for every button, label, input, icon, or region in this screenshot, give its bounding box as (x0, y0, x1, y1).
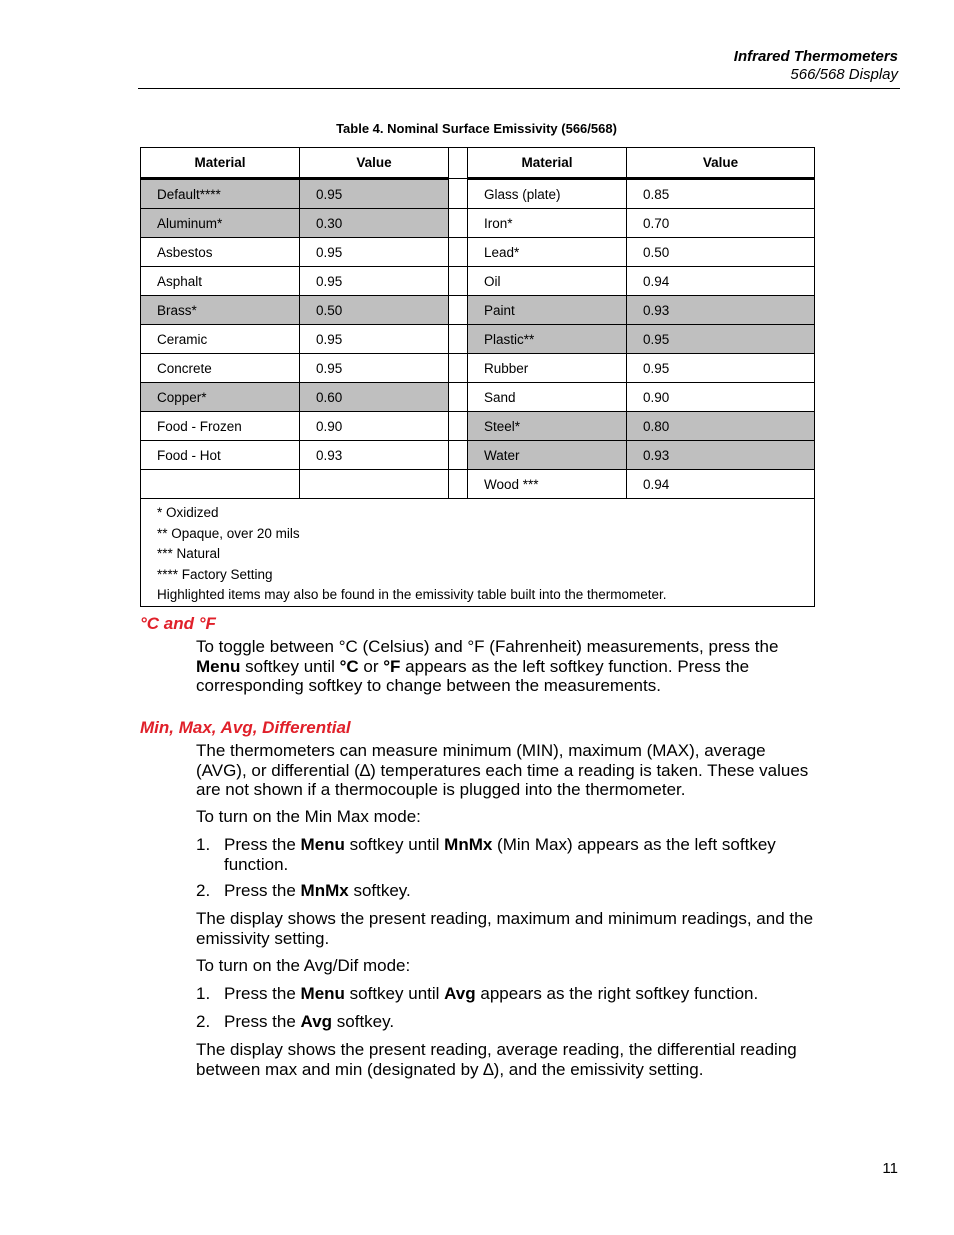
footnote: *** Natural (157, 546, 221, 561)
text-run: appears as the right softkey function. (475, 984, 759, 1003)
emissivity-table (140, 147, 815, 607)
step-text (224, 1012, 816, 1032)
gap-cell (449, 296, 468, 325)
table-row (141, 383, 815, 412)
material-cell: Paint (468, 296, 627, 325)
table-row (141, 441, 815, 470)
material-cell: Brass* (141, 296, 300, 325)
col-header-value-right: Value (627, 148, 815, 179)
value-cell: 0.30 (300, 209, 449, 238)
table-row (141, 238, 815, 267)
step-number: 1. (196, 984, 211, 1003)
material-cell: Water (468, 441, 627, 470)
mnmx-key: MnMx (444, 835, 493, 854)
text-run: softkey until (344, 984, 445, 1003)
header-rule (138, 88, 900, 89)
col-header-material-right: Material (468, 148, 627, 179)
gap-cell (449, 383, 468, 412)
value-cell: 0.95 (300, 325, 449, 354)
menu-key: Menu (300, 984, 345, 1003)
value-cell: 0.60 (300, 383, 449, 412)
gap-cell (449, 412, 468, 441)
footnote: ** Opaque, over 20 mils (157, 525, 300, 541)
value-cell: 0.95 (300, 267, 449, 296)
step-text (224, 881, 816, 901)
value-cell: 0.95 (627, 354, 815, 383)
material-cell: Oil (468, 267, 627, 296)
text-run: Press the (224, 984, 301, 1003)
text-run: To toggle between °C (Celsius) and °F (Fahrenheit) measurements, press the (196, 637, 779, 656)
gap-cell (449, 179, 468, 209)
text-run: Press the (224, 881, 301, 900)
table-row (141, 470, 815, 499)
value-cell: 0.85 (627, 179, 815, 209)
header-subtitle: 566/568 Display (790, 66, 898, 83)
material-cell: Food - Frozen (141, 412, 300, 441)
value-cell: 0.94 (627, 267, 815, 296)
material-cell: Asbestos (141, 238, 300, 267)
fahrenheit-key: °F (383, 656, 401, 676)
avg-key: Avg (444, 984, 476, 1003)
gap-cell (449, 325, 468, 354)
notes-row (141, 499, 815, 607)
material-cell: Copper* (141, 383, 300, 412)
table-notes (141, 499, 815, 607)
gap-cell (449, 441, 468, 470)
minmax-lead: To turn on the Min Max mode: (196, 807, 421, 826)
gap-cell (449, 267, 468, 296)
material-cell: Default**** (141, 179, 300, 209)
material-cell: Aluminum* (141, 209, 300, 238)
minmax-result: The display shows the present reading, maximum and minimum readings, and the emissivity setting. (196, 909, 814, 948)
col-header-material-left: Material (141, 148, 300, 179)
gap-cell (449, 209, 468, 238)
table-row (141, 209, 815, 238)
table-row (141, 267, 815, 296)
value-cell: 0.94 (627, 470, 815, 499)
material-cell: Asphalt (141, 267, 300, 296)
material-cell: Wood *** (468, 470, 627, 499)
col-gap (449, 148, 468, 179)
mnmx-key: MnMx (300, 881, 349, 900)
gap-cell (449, 354, 468, 383)
value-cell: 0.95 (300, 354, 449, 383)
units-paragraph (196, 637, 816, 696)
avg-result: The display shows the present reading, average reading, the differential reading between max and min (designated by ∆), and the emissivity setting. (196, 1040, 797, 1079)
celsius-key: °C (339, 656, 359, 676)
menu-key: Menu (196, 656, 241, 676)
table-row (141, 296, 815, 325)
table-row (141, 354, 815, 383)
value-cell: 0.80 (627, 412, 815, 441)
material-cell: Concrete (141, 354, 300, 383)
step-number: 2. (196, 1012, 211, 1031)
step-text (224, 835, 816, 874)
gap-cell (449, 238, 468, 267)
running-header (734, 48, 898, 84)
material-cell: Ceramic (141, 325, 300, 354)
header-title: Infrared Thermometers (733, 48, 898, 65)
value-cell: 0.95 (300, 179, 449, 209)
step-number: 2. (196, 881, 211, 900)
menu-key: Menu (300, 835, 345, 854)
minmax-step-1 (196, 835, 816, 874)
material-cell: Iron* (468, 209, 627, 238)
value-cell: 0.93 (627, 441, 815, 470)
footnote: * Oxidized (157, 505, 219, 520)
material-cell: Lead* (468, 238, 627, 267)
text-run: softkey. (332, 1012, 395, 1031)
text-run: appears as the left softkey function. Press the corresponding softkey to change between the measurements. (196, 656, 750, 695)
text-run: Press the (224, 1012, 301, 1031)
value-cell: 0.95 (300, 238, 449, 267)
material-cell: Sand (468, 383, 627, 412)
footnote: Highlighted items may also be found in the emissivity table built into the thermometer. (157, 587, 667, 602)
step-number: 1. (196, 835, 211, 854)
value-cell: 0.50 (627, 238, 815, 267)
gap-cell (449, 470, 468, 499)
material-cell (141, 470, 300, 499)
table-row (141, 325, 815, 354)
text-run: softkey until (344, 835, 445, 854)
value-cell: 0.95 (627, 325, 815, 354)
value-cell: 0.93 (300, 441, 449, 470)
table-caption: Table 4. Nominal Surface Emissivity (566/568) (336, 121, 617, 136)
value-cell (300, 470, 449, 499)
step-text (224, 984, 816, 1004)
section-heading-minmax: Min, Max, Avg, Differential (140, 718, 351, 737)
material-cell: Glass (plate) (468, 179, 627, 209)
value-cell: 0.70 (627, 209, 815, 238)
material-cell: Rubber (468, 354, 627, 383)
value-cell: 0.93 (627, 296, 815, 325)
avg-step-1 (196, 984, 816, 1004)
page-number: 11 (882, 1160, 898, 1177)
avg-key: Avg (300, 1012, 333, 1031)
section-heading-units: °C and °F (140, 614, 216, 633)
value-cell: 0.90 (300, 412, 449, 441)
text-run: softkey. (348, 881, 411, 900)
avg-step-2 (196, 1012, 816, 1032)
table-header-row (141, 148, 815, 179)
text-run: softkey until (240, 656, 340, 676)
avg-lead: To turn on the Avg/Dif mode: (196, 956, 411, 975)
material-cell: Plastic** (468, 325, 627, 354)
table-row (141, 179, 815, 209)
text-run: Press the (224, 835, 301, 854)
minmax-step-2 (196, 881, 816, 901)
text-run: (Min Max) appears as the left softkey function. (224, 835, 776, 874)
material-cell: Steel* (468, 412, 627, 441)
table-row (141, 412, 815, 441)
text-run: or (358, 656, 384, 676)
material-cell: Food - Hot (141, 441, 300, 470)
footnote: **** Factory Setting (157, 566, 273, 582)
col-header-value-left: Value (300, 148, 449, 179)
minmax-intro: The thermometers can measure minimum (MIN), maximum (MAX), average (AVG), or differential (∆) temperatures each time a reading is taken. These values are not shown if a thermocouple is plugged into the thermometer. (196, 741, 809, 799)
value-cell: 0.50 (300, 296, 449, 325)
value-cell: 0.90 (627, 383, 815, 412)
